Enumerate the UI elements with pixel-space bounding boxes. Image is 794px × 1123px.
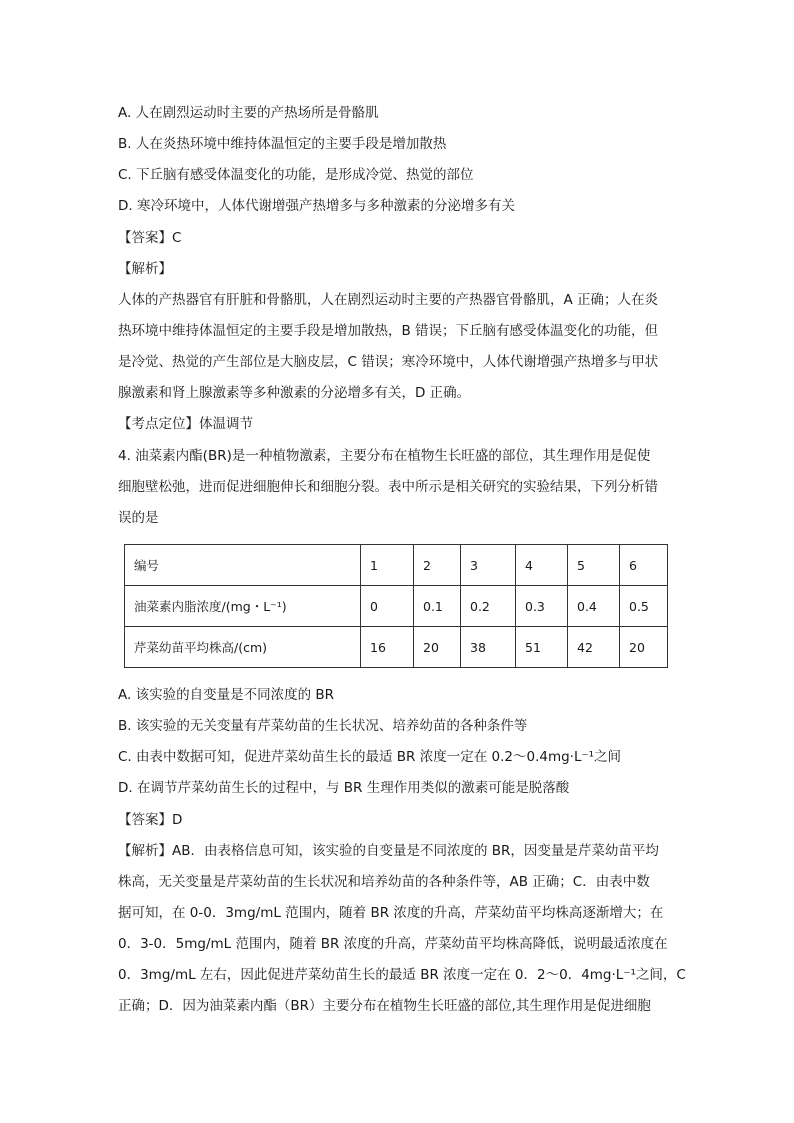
table-cell: 0.5 — [620, 586, 668, 627]
q4-analysis — [118, 842, 686, 1028]
q4-analysis-line: 正确；D．因为油菜素内酯（BR）主要分布在植物生长旺盛的部位,其生理作用是促进细胞 — [118, 998, 651, 1014]
q4-analysis-line: 0．3mg/mL 左右，因此促进芹菜幼苗生长的最适 BR 浓度一定在 0．2～0．4mg·L⁻¹之间，C — [118, 967, 686, 983]
q4-option-d: D. 在调节芹菜幼苗生长的过程中，与 BR 生理作用类似的激素可能是脱落酸 — [118, 780, 570, 796]
table-cell: 5 — [568, 545, 620, 586]
q4-option-a: A. 该实验的自变量是不同浓度的 BR — [118, 687, 335, 703]
q4-answer: 【答案】D — [118, 812, 183, 828]
q3-topic: 【考点定位】体温调节 — [118, 416, 253, 432]
q4-option-c: C. 由表中数据可知，促进芹菜幼苗生长的最适 BR 浓度一定在 0.2～0.4mg·L⁻¹之间 — [118, 749, 622, 765]
table-row — [125, 627, 668, 668]
q4-stem — [118, 447, 678, 540]
q4-option-b: B. 该实验的无关变量有芹菜幼苗的生长状况、培养幼苗的各种条件等 — [118, 718, 528, 734]
q3-option-c: C. 下丘脑有感受体温变化的功能，是形成冷觉、热觉的部位 — [118, 167, 474, 183]
q3-analysis-line: 腺激素和肾上腺激素等多种激素的分泌增多有关，D 正确。 — [118, 385, 471, 401]
table-cell: 0.4 — [568, 586, 620, 627]
q4-analysis-line: 0．3-0．5mg/mL 范围内，随着 BR 浓度的升高，芹菜幼苗平均株高降低，说明最适浓度在 — [118, 936, 668, 952]
q4-stem-line: 细胞壁松弛，进而促进细胞伸长和细胞分裂。表中所示是相关研究的实验结果，下列分析错 — [118, 479, 658, 495]
q3-option-b: B. 人在炎热环境中维持体温恒定的主要手段是增加散热 — [118, 136, 447, 152]
q4-analysis-line: 据可知，在 0-0．3mg/mL 范围内，随着 BR 浓度的升高，芹菜幼苗平均株高逐渐增大；在 — [118, 905, 664, 921]
q4-analysis-line: 【解析】AB．由表格信息可知，该实验的自变量是不同浓度的 BR，因变量是芹菜幼苗平均 — [118, 843, 659, 859]
q4-analysis-line: 株高，无关变量是芹菜幼苗的生长状况和培养幼苗的各种条件等，AB 正确；C．由表中数 — [118, 874, 650, 890]
table-cell: 38 — [461, 627, 516, 668]
table-cell: 0 — [361, 586, 414, 627]
table-cell: 42 — [568, 627, 620, 668]
q4-stem-line: 4. 油菜素内酯(BR)是一种植物激素，主要分布在植物生长旺盛的部位，其生理作用是促使 — [118, 448, 651, 464]
q3-analysis-heading: 【解析】 — [118, 261, 172, 277]
table-cell: 0.2 — [461, 586, 516, 627]
q4-stem-line: 误的是 — [118, 510, 159, 526]
q3-analysis-line: 人体的产热器官有肝脏和骨骼肌，人在剧烈运动时主要的产热器官骨骼肌，A 正确；人在炎 — [118, 292, 659, 308]
q3-analysis — [118, 291, 678, 415]
table-cell: 4 — [516, 545, 568, 586]
table-cell: 51 — [516, 627, 568, 668]
table-cell: 2 — [414, 545, 461, 586]
table-cell: 16 — [361, 627, 414, 668]
table-cell: 0.1 — [414, 586, 461, 627]
q3-option-d: D. 寒冷环境中，人体代谢增强产热增多与多种激素的分泌增多有关 — [118, 198, 515, 214]
table-cell: 20 — [414, 627, 461, 668]
q3-analysis-line: 是冷觉、热觉的产生部位是大脑皮层，C 错误；寒冷环境中，人体代谢增强产热增多与甲状 — [118, 354, 659, 370]
table-cell: 编号 — [125, 545, 361, 586]
table-cell: 6 — [620, 545, 668, 586]
table-cell: 20 — [620, 627, 668, 668]
table-cell: 1 — [361, 545, 414, 586]
experiment-table — [124, 544, 668, 668]
table-cell: 芹菜幼苗平均株高/(cm) — [125, 627, 361, 668]
q3-answer: 【答案】C — [118, 230, 182, 246]
table-cell: 油菜素内脂浓度/(mg・L⁻¹) — [125, 586, 361, 627]
q3-option-a: A. 人在剧烈运动时主要的产热场所是骨骼肌 — [118, 105, 379, 121]
table-row — [125, 586, 668, 627]
table-cell: 3 — [461, 545, 516, 586]
table-cell: 0.3 — [516, 586, 568, 627]
table-row — [125, 545, 668, 586]
q3-analysis-line: 热环境中维持体温恒定的主要手段是增加散热，B 错误；下丘脑有感受体温变化的功能，但 — [118, 323, 659, 339]
